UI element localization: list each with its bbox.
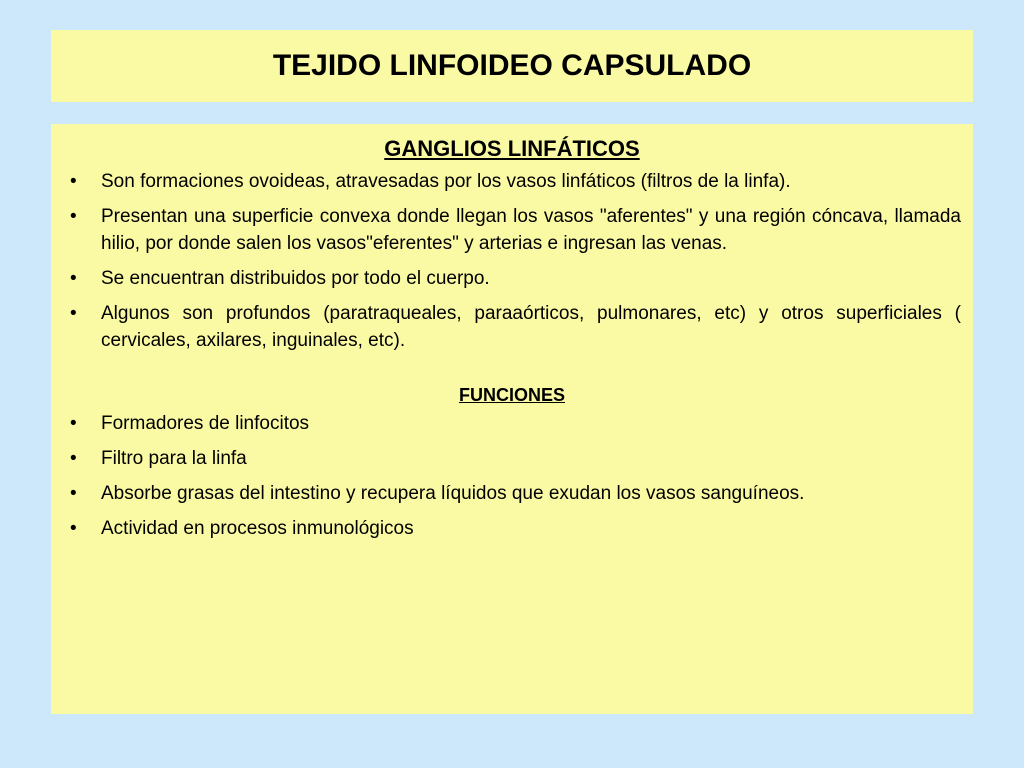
list-item [63, 480, 961, 507]
slide-title: TEJIDO LINFOIDEO CAPSULADO [272, 49, 752, 82]
list-item [63, 265, 961, 292]
functions-heading: FUNCIONES [458, 385, 565, 405]
bullet-icon: • [70, 448, 77, 469]
content-box [51, 124, 973, 714]
title-box [51, 30, 973, 102]
bullet-list [63, 168, 961, 354]
list-item-text: Absorbe grasas del intestino y recupera líquidos que exudan los vasos sanguíneos. [101, 483, 805, 504]
list-item [63, 410, 961, 437]
bullet-icon: • [70, 413, 77, 434]
list-item-text: Se encuentran distribuidos por todo el cuerpo. [101, 268, 490, 289]
list-item-text: Presentan una superficie convexa donde llegan los vasos "aferentes" y una región cóncava, llamada hilio, por donde salen los vasos"eferentes" y arterias e ingresan las venas. [101, 206, 961, 254]
bullet-icon: • [70, 518, 77, 539]
bullet-icon: • [70, 206, 77, 227]
list-item-text: Formadores de linfocitos [101, 413, 310, 434]
bullet-icon: • [70, 483, 77, 504]
list-item-text: Algunos son profundos (paratraqueales, paraaórticos, pulmonares, etc) y otros superficiales ( cervicales, axilares, inguinales, etc). [101, 303, 961, 351]
list-item-text: Filtro para la linfa [101, 448, 247, 469]
list-item [63, 300, 961, 354]
bullet-icon: • [70, 268, 77, 289]
functions-list [63, 410, 961, 542]
list-item [63, 445, 961, 472]
list-item [63, 168, 961, 195]
list-item [63, 203, 961, 257]
bullet-icon: • [70, 171, 77, 192]
bullet-icon: • [70, 303, 77, 324]
section-heading: GANGLIOS LINFÁTICOS [384, 136, 640, 161]
list-item-text: Actividad en procesos inmunológicos [101, 518, 414, 539]
list-item-text: Son formaciones ovoideas, atravesadas por los vasos linfáticos (filtros de la linfa). [101, 171, 791, 192]
list-item [63, 515, 961, 542]
